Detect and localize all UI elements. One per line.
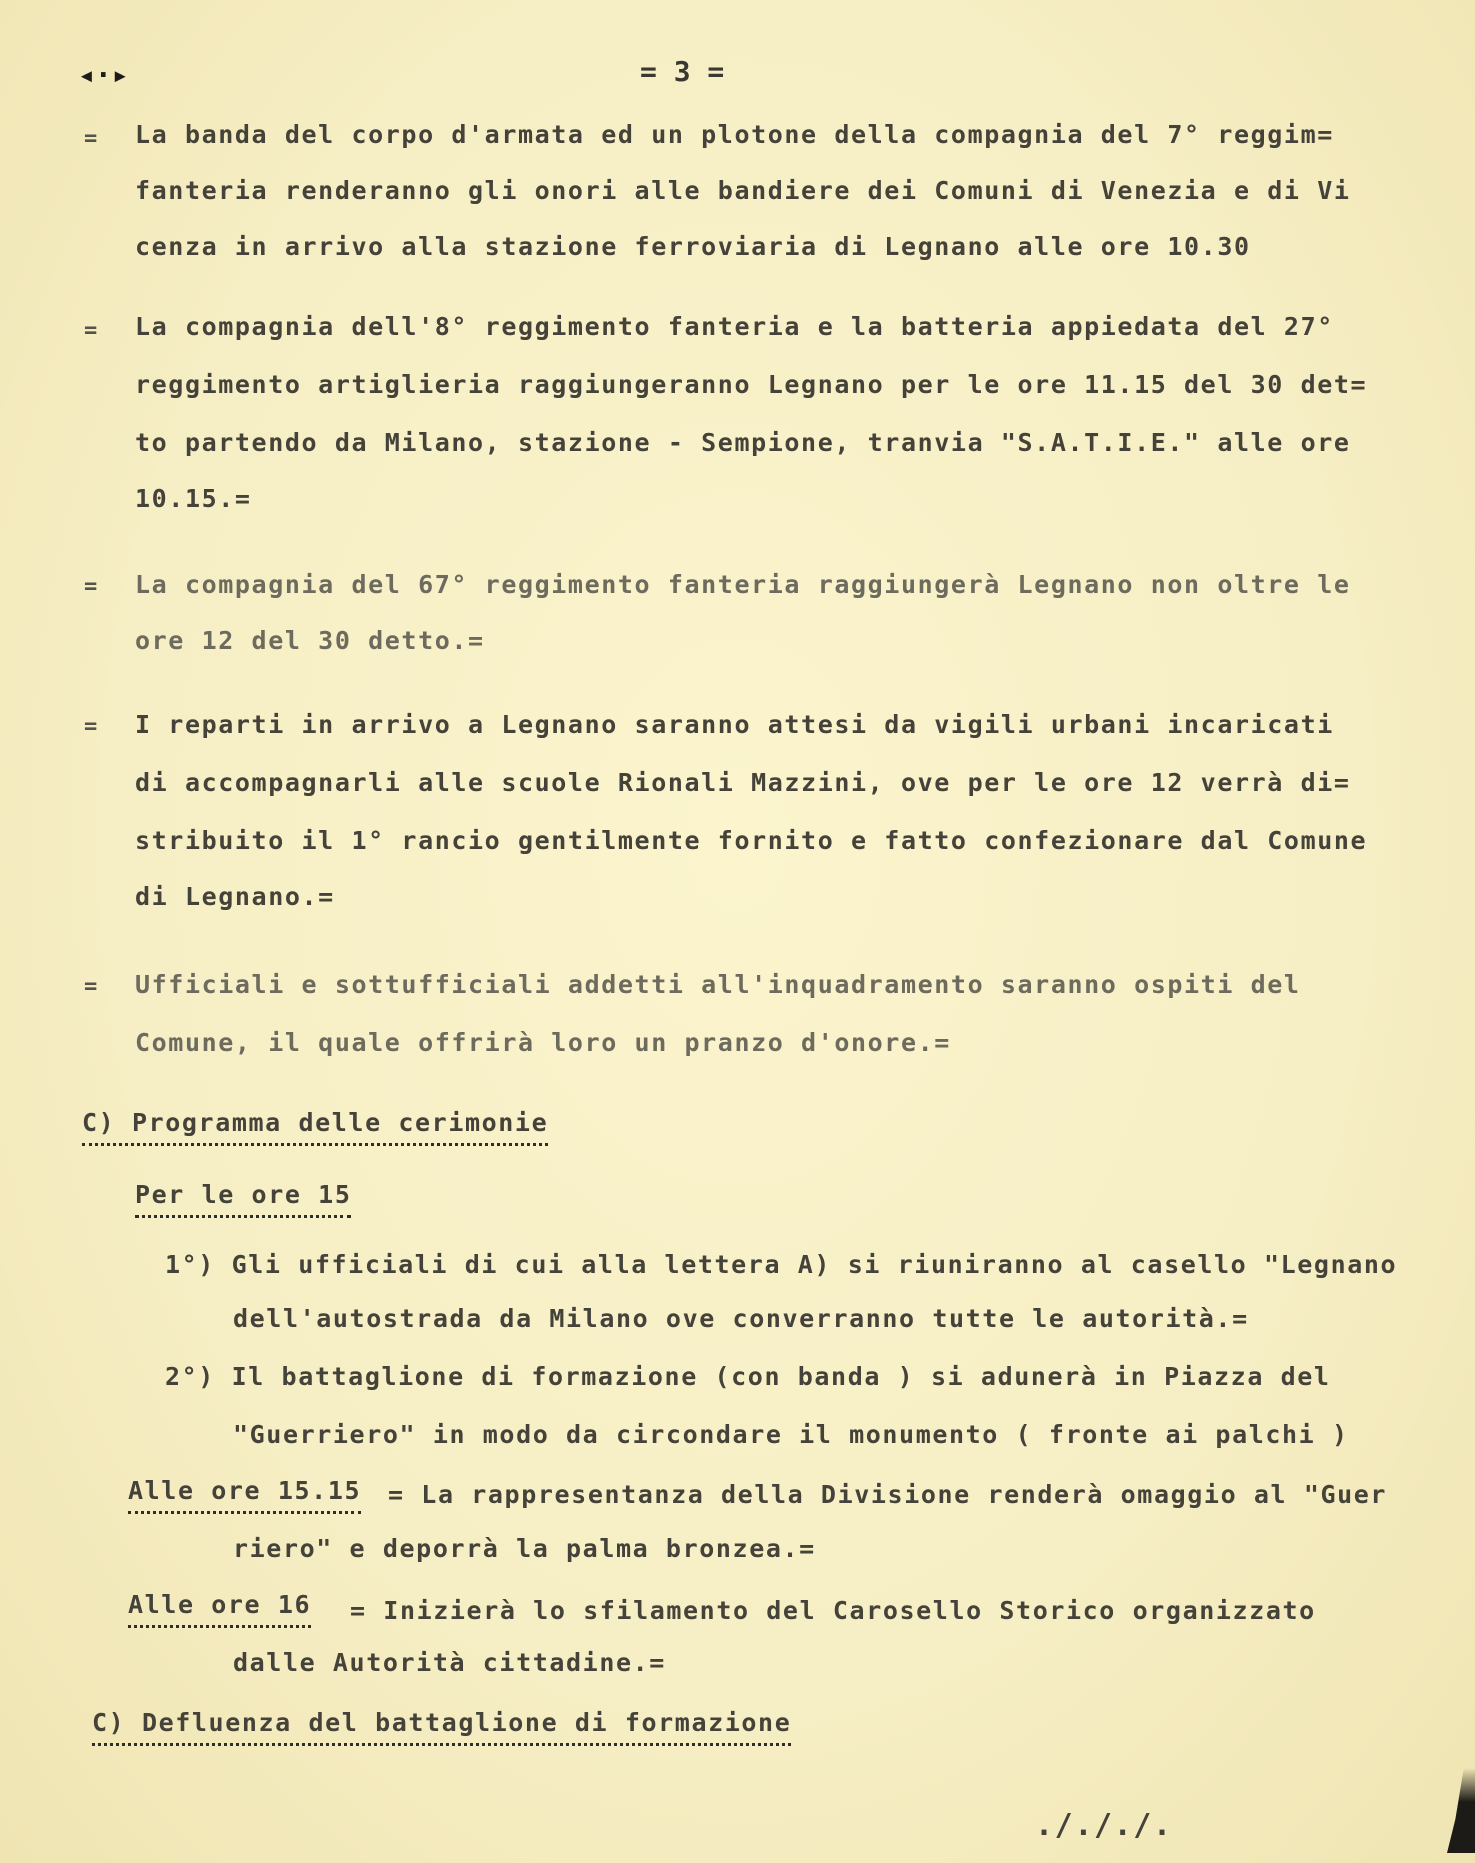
text-line: Ufficiali e sottufficiali addetti all'inquadramento saranno ospiti del — [135, 970, 1301, 999]
subsection-heading: Per le ore 15 — [135, 1180, 351, 1218]
text-line: ore 12 del 30 detto.= — [135, 626, 485, 655]
text-line: = Inizierà lo sfilamento del Carosello Storico organizzato — [350, 1596, 1316, 1625]
text-line: "Guerriero" in modo da circondare il monumento ( fronte ai palchi ) — [233, 1420, 1349, 1449]
text-line: La compagnia del 67° reggimento fanteria raggiungerà Legnano non oltre le — [135, 570, 1351, 599]
text-line: 2°) Il battaglione di formazione (con banda ) si adunerà in Piazza del — [165, 1362, 1331, 1391]
text-line: di Legnano.= — [135, 882, 335, 911]
section-heading: C) Defluenza del battaglione di formazione — [92, 1708, 791, 1746]
bullet-mark: = — [84, 974, 98, 999]
time-heading: Alle ore 15.15 — [128, 1476, 361, 1514]
continuation-mark: ./././. — [1035, 1808, 1173, 1843]
text-line: Comune, il quale offrirà loro un pranzo d'onore.= — [135, 1028, 951, 1057]
bullet-mark: = — [84, 574, 98, 599]
text-line: stribuito il 1° rancio gentilmente fornito e fatto confezionare dal Comune — [135, 826, 1368, 855]
time-heading: Alle ore 16 — [128, 1590, 311, 1628]
section-heading: C) Programma delle cerimonie — [82, 1108, 548, 1146]
page-number: = 3 = — [640, 55, 725, 88]
bullet-mark: = — [84, 126, 98, 151]
text-line: dell'autostrada da Milano ove converranno tutte le autorità.= — [233, 1304, 1249, 1333]
corner-mark: ◂·▸ — [78, 58, 129, 91]
text-line: fanteria renderanno gli onori alle bandiere dei Comuni di Venezia e di Vi — [135, 176, 1351, 205]
text-line: La banda del corpo d'armata ed un plotone della compagnia del 7° reggim= — [135, 120, 1334, 149]
text-line: La compagnia dell'8° reggimento fanteria e la batteria appiedata del 27° — [135, 312, 1334, 341]
text-line: reggimento artiglieria raggiungeranno Legnano per le ore 11.15 del 30 det= — [135, 370, 1368, 399]
bullet-mark: = — [84, 318, 98, 343]
text-line: = La rappresentanza della Divisione renderà omaggio al "Guer — [388, 1480, 1388, 1509]
text-line: to partendo da Milano, stazione - Sempione, tranvia "S.A.T.I.E." alle ore — [135, 428, 1351, 457]
text-line: cenza in arrivo alla stazione ferroviaria di Legnano alle ore 10.30 — [135, 232, 1251, 261]
scan-edge-shadow — [1447, 1768, 1475, 1853]
text-line: 10.15.= — [135, 484, 252, 513]
text-line: I reparti in arrivo a Legnano saranno attesi da vigili urbani incaricati — [135, 710, 1334, 739]
text-line: dalle Autorità cittadine.= — [233, 1648, 666, 1677]
text-line: 1°) Gli ufficiali di cui alla lettera A) si riuniranno al casello "Legnano — [165, 1250, 1398, 1279]
text-line: riero" e deporrà la palma bronzea.= — [233, 1534, 816, 1563]
text-line: di accompagnarli alle scuole Rionali Mazzini, ove per le ore 12 verrà di= — [135, 768, 1351, 797]
bullet-mark: = — [84, 714, 98, 739]
